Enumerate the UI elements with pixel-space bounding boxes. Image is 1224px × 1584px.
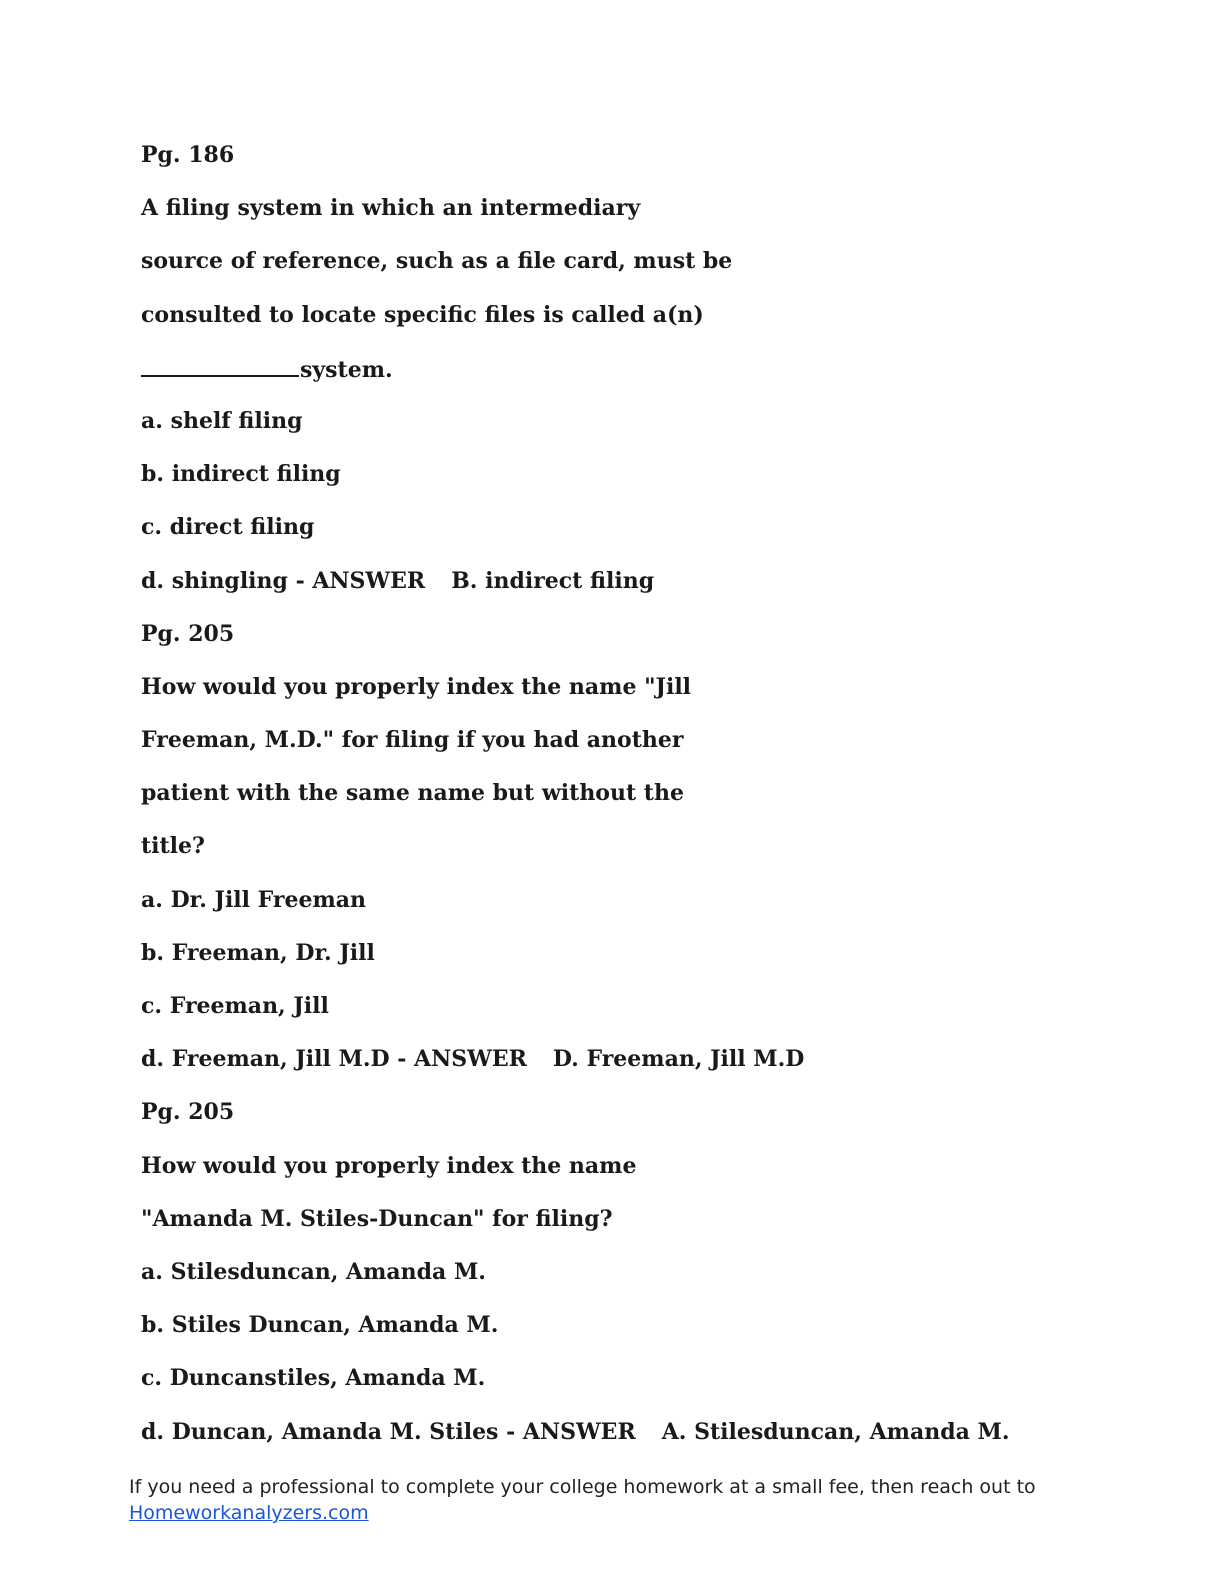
- page-reference: Pg. 186: [141, 142, 235, 168]
- question-stem-line: consulted to locate specific files is called a(n): [141, 301, 704, 328]
- footer: [129, 1474, 1129, 1526]
- question-stem-line: "Amanda M. Stiles-Duncan" for filing?: [141, 1205, 613, 1232]
- question-stem-line: How would you properly index the name "Jill: [141, 673, 692, 700]
- question-stem-line: Freeman, M.D." for filing if you had another: [141, 727, 684, 754]
- document-body: [141, 132, 1141, 1462]
- answer-option: b. indirect filing: [141, 461, 341, 488]
- question-stem-line: How would you properly index the name: [141, 1152, 637, 1179]
- page-reference: Pg. 205: [141, 1099, 235, 1126]
- footer-link[interactable]: Homeworkanalyzers.com: [129, 1502, 369, 1524]
- answer-option: a. Dr. Jill Freeman: [141, 886, 367, 913]
- answer-option-with-key: [141, 558, 1141, 611]
- answer-option: b. Stiles Duncan, Amanda M.: [141, 1312, 499, 1339]
- page-reference: Pg. 205: [141, 620, 235, 647]
- answer-option-with-key: [141, 1409, 1141, 1462]
- answer-key: A. Stilesduncan, Amanda M.: [661, 1418, 1010, 1445]
- answer-option: d. Freeman, Jill M.D - ANSWER: [141, 1046, 527, 1073]
- answer-option: c. direct filing: [141, 514, 315, 541]
- fill-in-blank: [141, 345, 299, 377]
- answer-option-with-key: [141, 1036, 1141, 1089]
- answer-key: D. Freeman, Jill M.D: [552, 1046, 805, 1073]
- question-stem-line: source of reference, such as a file card, must be: [141, 248, 733, 275]
- answer-option: d. Duncan, Amanda M. Stiles - ANSWER: [141, 1418, 636, 1445]
- question-stem-line: patient with the same name but without the: [141, 780, 684, 807]
- answer-option: c. Duncanstiles, Amanda M.: [141, 1365, 486, 1392]
- question-stem-tail: system.: [300, 356, 393, 383]
- answer-option: b. Freeman, Dr. Jill: [141, 939, 375, 966]
- footer-text: If you need a professional to complete your college homework at a small fee, then reach out to: [129, 1476, 1036, 1498]
- answer-option: a. shelf filing: [141, 407, 303, 434]
- answer-option: d. shingling - ANSWER: [141, 567, 426, 594]
- answer-option: c. Freeman, Jill: [141, 993, 329, 1019]
- answer-option: a. Stilesduncan, Amanda M.: [141, 1258, 486, 1285]
- answer-key: B. indirect filing: [451, 567, 655, 594]
- question-stem-line: A filing system in which an intermediary: [141, 195, 641, 222]
- question-stem-blank-line: [141, 345, 1141, 398]
- question-stem-line: title?: [141, 833, 205, 860]
